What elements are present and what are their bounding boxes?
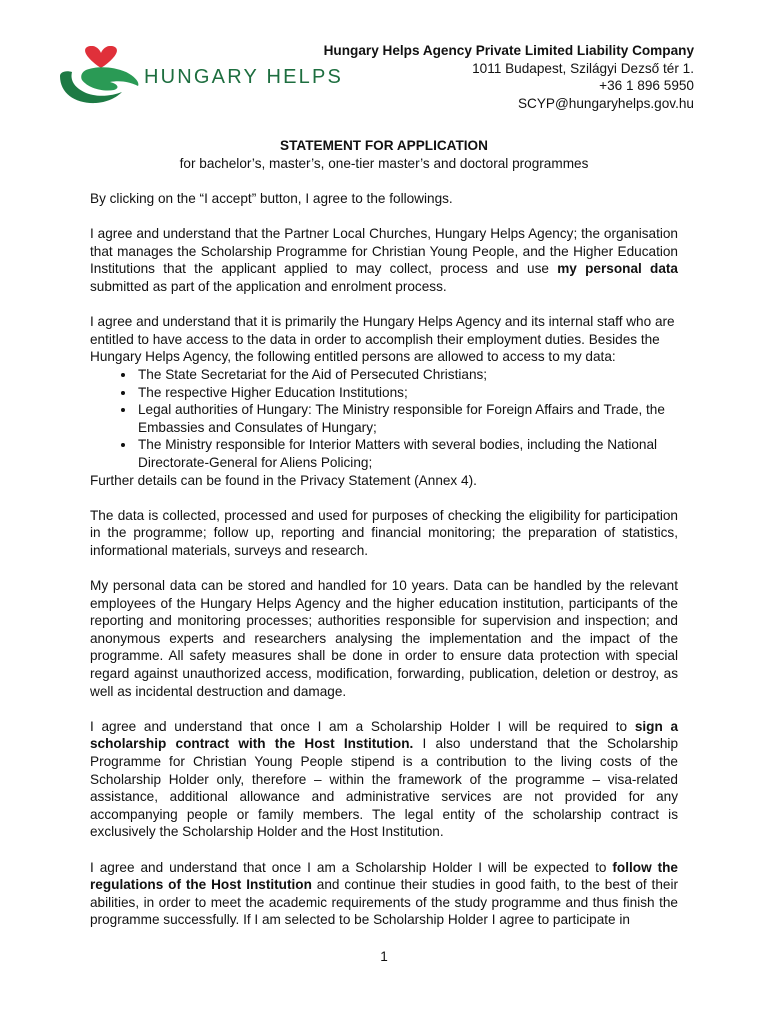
p6-bold: follow the regulations of the Host Institution: [90, 859, 678, 893]
p1-text: I agree and understand that the Partner Local Churches, Hungary Helps Agency; the organisation that manages the Scholarship Programme for Christian Young People, and the Higher Education Institutions that the applicant applied to may collect, process and use: [90, 226, 678, 277]
list-item: • The respective Higher Education Institutions;: [136, 384, 678, 402]
hungary-helps-logo: [56, 46, 356, 106]
statement-title: STATEMENT FOR APPLICATION: [280, 138, 488, 153]
entitled-persons-list: [90, 366, 678, 472]
statement-subtitle: for bachelor’s, master’s, one-tier master’s and doctoral programmes: [179, 156, 589, 171]
personal-data-paragraph: [90, 225, 678, 295]
company-email: SCYP@hungaryhelps.gov.hu: [517, 95, 694, 111]
list-item: • Legal authorities of Hungary: The Ministry responsible for Foreign Affairs and Trade, the Embassies and Consulates of Hungary;: [136, 401, 678, 436]
heart-shape: [85, 46, 117, 68]
regulations-paragraph: [90, 859, 678, 929]
list-item: • The State Secretariat for the Aid of Persecuted Christians;: [136, 366, 678, 384]
hands-heart-icon: [56, 46, 146, 106]
access-paragraph: I agree and understand that it is primarily the Hungary Helps Agency and its internal staff who are entitled to have access to the data in order to accomplish their employment duties. Besides the Hungary Helps Agency, the following entitled persons are allowed to access to my data:: [90, 314, 675, 365]
intro-paragraph: By clicking on the “I accept” button, I agree to the followings.: [90, 191, 453, 206]
data-purpose-paragraph: The data is collected, processed and used for purposes of checking the eligibility for participation in the programme; follow up, reporting and financial monitoring; the preparation of statistics, informational materials, surveys and research.: [90, 507, 678, 558]
logo-wordmark: HUNGARY HELPS: [144, 66, 344, 88]
p1-after: submitted as part of the application and enrolment process.: [90, 278, 447, 294]
right-hand-shape: [81, 67, 138, 90]
company-phone: +36 1 896 5950: [599, 78, 694, 93]
company-info: [324, 42, 694, 112]
list-item: • The Ministry responsible for Interior Matters with several bodies, including the National Directorate-General for Aliens Policing;: [136, 436, 678, 471]
p5-before: I agree and understand that once I am a Scholarship Holder I will be required to: [90, 718, 635, 734]
data-storage-paragraph: My personal data can be stored and handled for 10 years. Data can be handled by the relevant employees of the Hungary Helps Agency and the higher education institution, participants of the reporting and monitoring processes; authorities responsible for supervision and inspection; and anonymous experts and researchers analysing the implementation and the impact of the programme. All safety measures shall be done in order to ensure data protection with special regard against unauthorized access, modification, forwarding, publication, deletion or destroy, as well as incidental destruction and damage.: [90, 578, 678, 699]
page-number: 1: [380, 949, 388, 964]
p5-bold: sign a scholarship contract with the Host Institution.: [90, 718, 679, 752]
statement-body: [90, 190, 678, 947]
p6-after: and continue their studies in good faith, to the best of their abilities, in order to meet the academic requirements of the study programme and thus finish the programme successfully. If I am selected to be Scholarship Holder I agree to participate in: [90, 877, 678, 928]
p5-after: I also understand that the Scholarship Programme for Christian Young People stipend is a contribution to the living costs of the Scholarship Holder only, therefore – within the framework of the programme – visa-related assistance, additional allowance and administrative services are not provided for any accompanying people or family members. The legal entity of the scholarship contract is exclusively the Scholarship Holder and the Host Institution.: [90, 736, 679, 840]
scholarship-contract-paragraph: [90, 718, 678, 841]
company-address: 1011 Budapest, Szilágyi Dezső tér 1.: [472, 60, 694, 76]
privacy-statement-note: Further details can be found in the Privacy Statement (Annex 4).: [90, 472, 477, 488]
company-name: Hungary Helps Agency Private Limited Liability Company: [323, 43, 694, 58]
p1-bold: my personal data: [557, 261, 678, 277]
p6-before: I agree and understand that once I am a Scholarship Holder I will be expected to: [90, 859, 613, 875]
statement-heading: [90, 137, 678, 173]
